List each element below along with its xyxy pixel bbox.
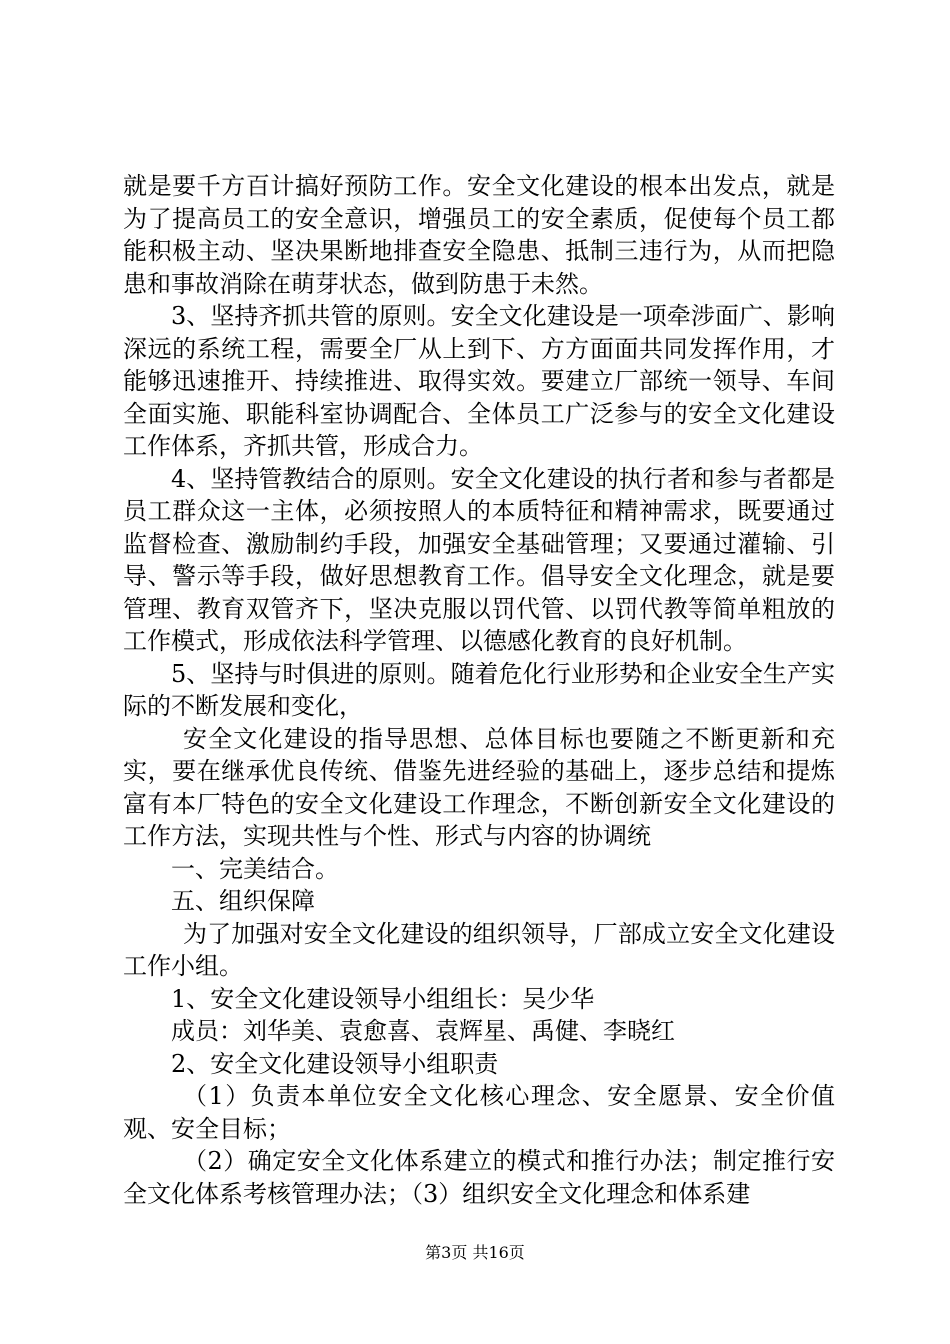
paragraph-duty-1: （1）负责本单位安全文化核心理念、安全愿景、安全价值观、安全目标；: [123, 1082, 835, 1143]
paragraph-principle-5: 5、坚持与时俱进的原则。随着危化行业形势和企业安全生产实际的不断发展和变化，: [123, 659, 835, 720]
document-body: [123, 170, 835, 1210]
paragraph-principle-5-continued: 安全文化建设的指导思想、总体目标也要随之不断更新和充实，要在继承优良传统、借鉴先进经验的基础上，逐步总结和提炼富有本厂特色的安全文化建设工作理念，不断创新安全文化建设的工作方法，实现共性与个性、形式与内容的协调统: [123, 724, 835, 850]
page-number-footer: 第3页 共16页: [425, 1243, 525, 1262]
paragraph-group-leader: 1、安全文化建设领导小组组长：吴少华: [171, 984, 595, 1013]
paragraph-group-duties-heading: 2、安全文化建设领导小组职责: [171, 1049, 499, 1078]
section-heading-organization: 五、组织保障: [171, 887, 315, 915]
paragraph-leadership-group: 为了加强对安全文化建设的组织领导，厂部成立安全文化建设工作小组。: [123, 919, 835, 980]
paragraph-principle-4: 4、坚持管教结合的原则。安全文化建设的执行者和参与者都是员工群众这一主体，必须按照人的本质特征和精神需求，既要通过监督检查、激励制约手段，加强安全基础管理；又要通过灌输、引导、警示等手段，做好思想教育工作。倡导安全文化理念，就是要管理、教育双管齐下，坚决克服以罚代管、以罚代教等简单粗放的工作模式，形成依法科学管理、以德感化教育的良好机制。: [123, 464, 835, 655]
paragraph-group-members: 成员：刘华美、袁愈喜、袁辉星、禹健、李晓红: [171, 1017, 675, 1045]
paragraph-duty-2-3: （2）确定安全文化体系建立的模式和推行办法；制定推行安全文化体系考核管理办法；（3）组织安全文化理念和体系建: [123, 1147, 835, 1208]
paragraph-prevention: 就是要千方百计搞好预防工作。安全文化建设的根本出发点，就是为了提高员工的安全意识，增强员工的安全素质，促使每个员工都能积极主动、坚决果断地排查安全隐患、抵制三违行为，从而把隐患和事故消除在萌芽状态，做到防患于未然。: [123, 172, 835, 298]
paragraph-perfect-combination: 一、完美结合。: [171, 854, 339, 883]
paragraph-principle-3: 3、坚持齐抓共管的原则。安全文化建设是一项牵涉面广、影响深远的系统工程，需要全厂从上到下、方方面面共同发挥作用，才能够迅速推开、持续推进、取得实效。要建立厂部统一领导、车间全面实施、职能科室协调配合、全体员工广泛参与的安全文化建设工作体系，齐抓共管，形成合力。: [123, 302, 835, 460]
